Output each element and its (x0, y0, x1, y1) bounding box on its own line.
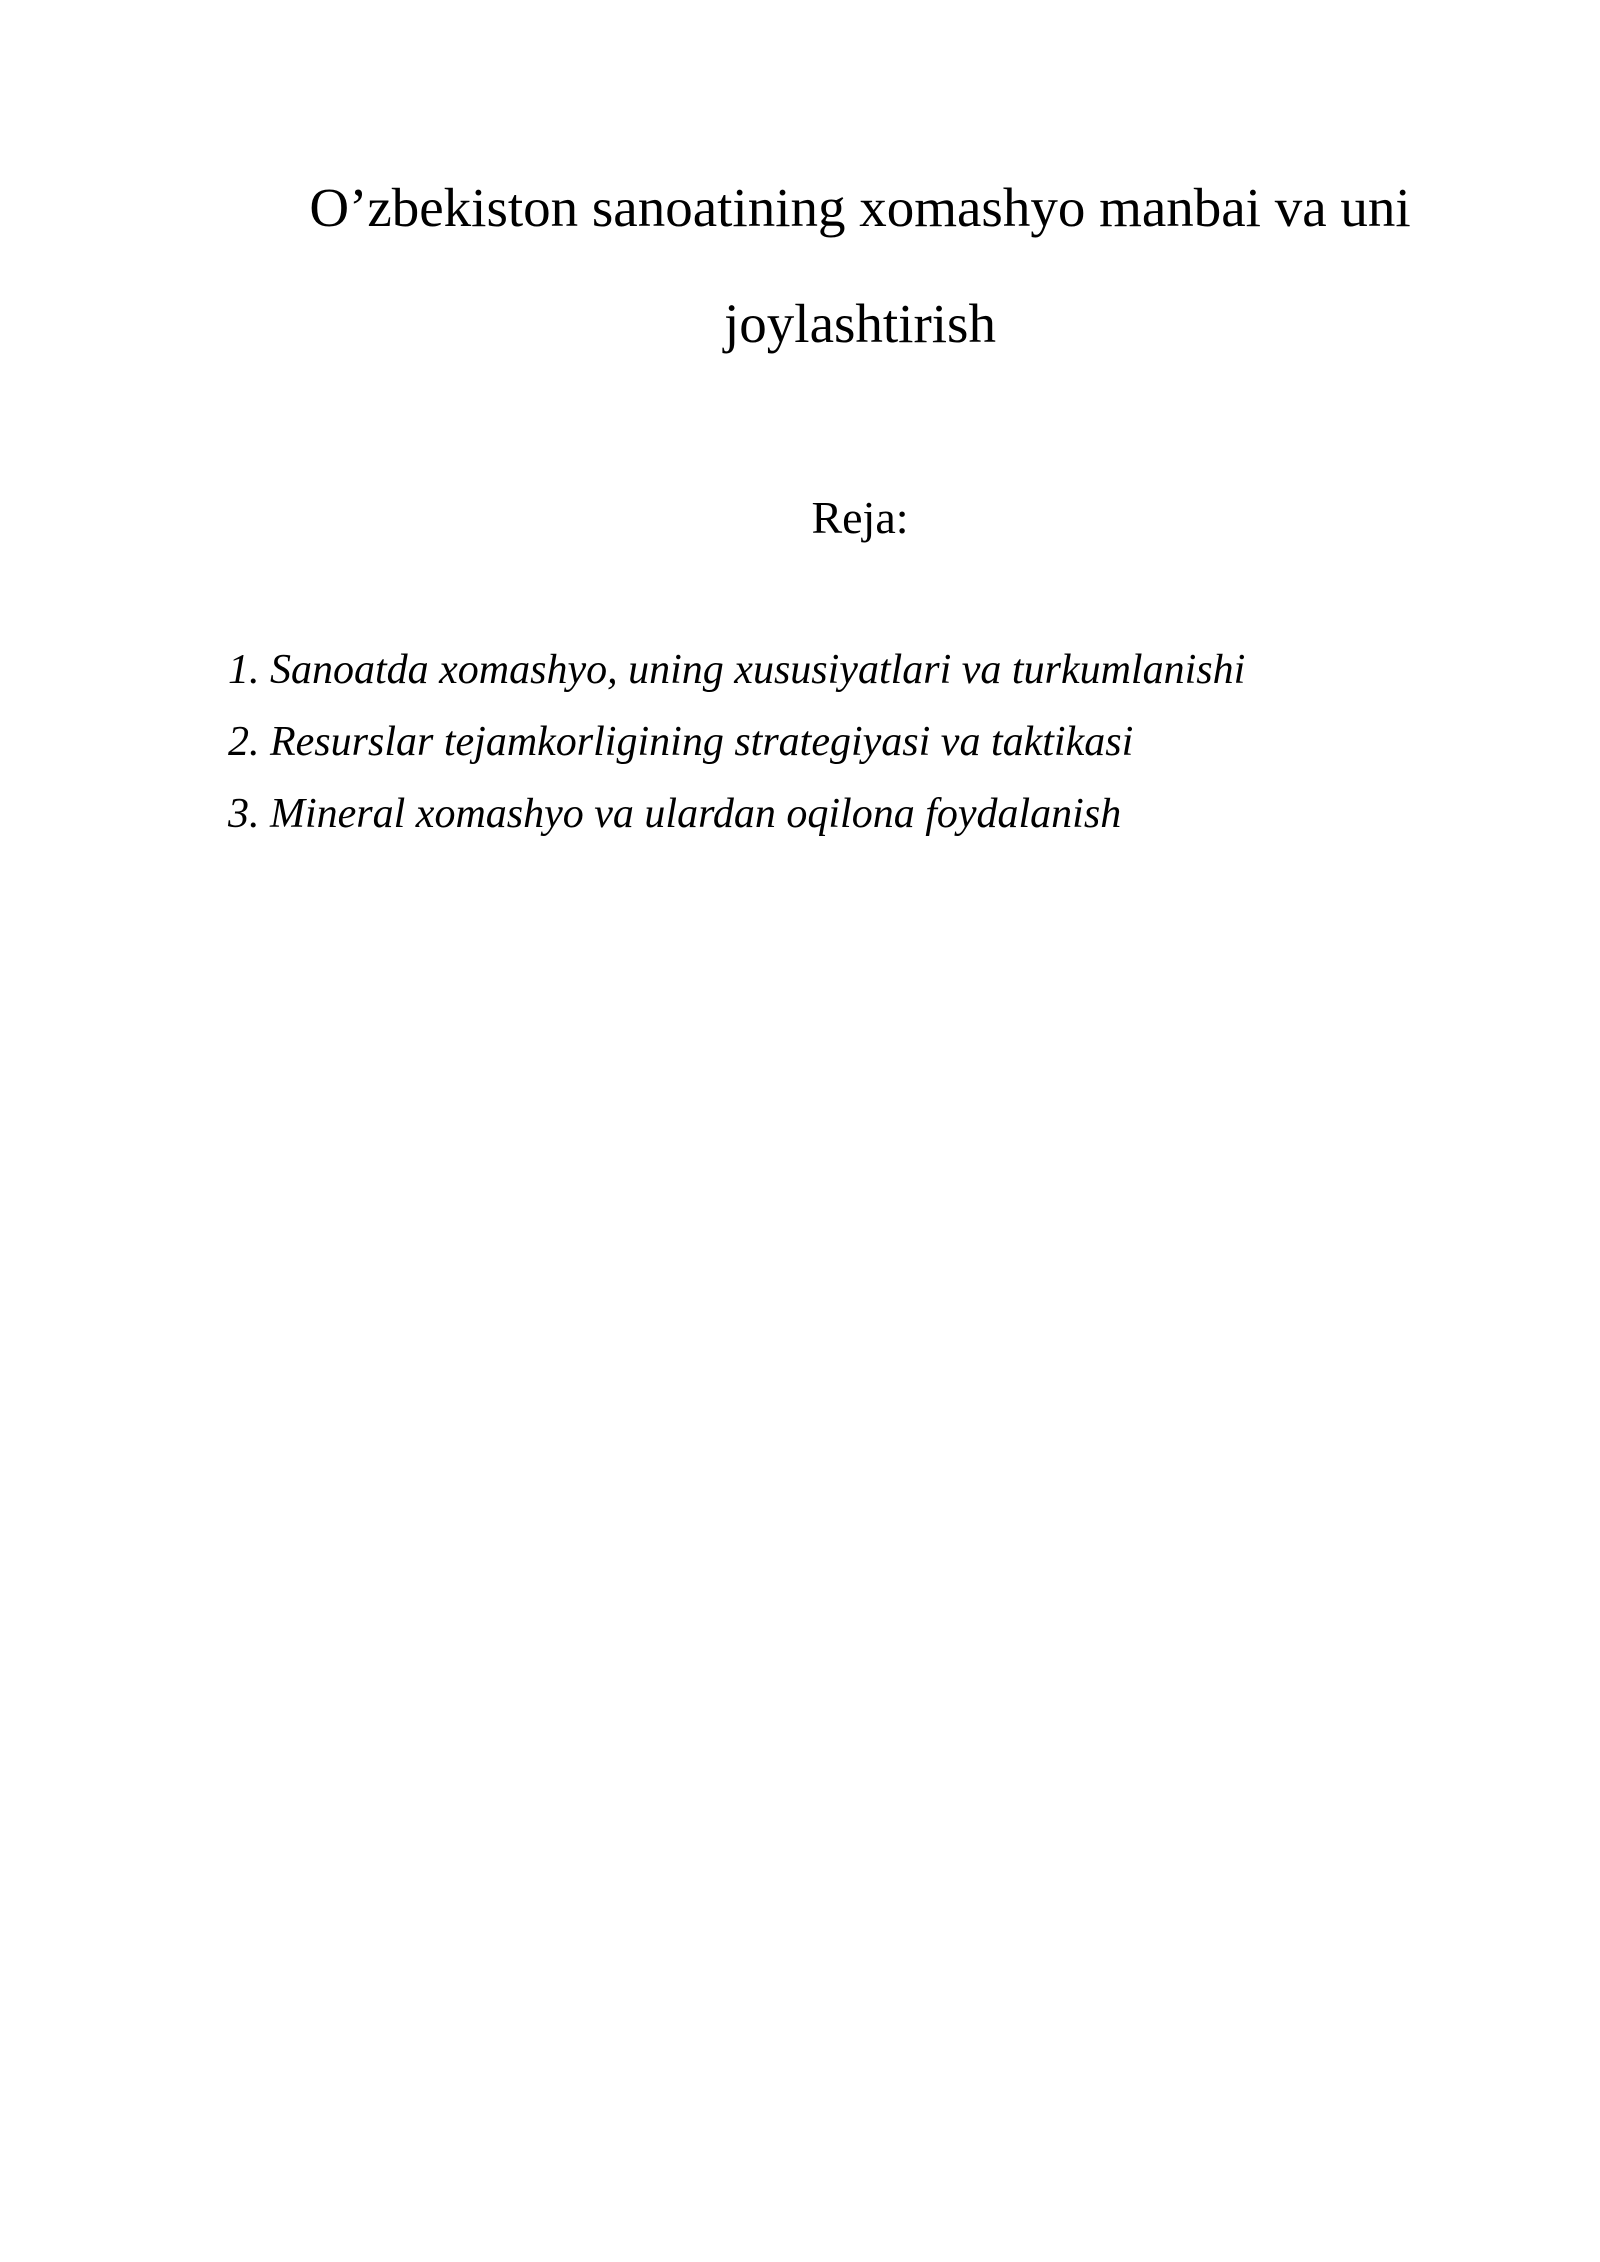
plan-heading: Reja: (811, 492, 909, 543)
plan-item: 3. Mineral xomashyo va ulardan oqilona foydalanish (228, 791, 1122, 837)
plan-item: 2. Resurslar tejamkorligining strategiyasi va taktikasi (228, 719, 1134, 765)
plan-item: 1. Sanoatda xomashyo, uning xususiyatlari va turkumlanishi (228, 647, 1246, 693)
page-title: O’zbekiston sanoatining xomashyo manbai va uni joylashtirish (309, 177, 1411, 354)
plan-list (228, 634, 1245, 850)
